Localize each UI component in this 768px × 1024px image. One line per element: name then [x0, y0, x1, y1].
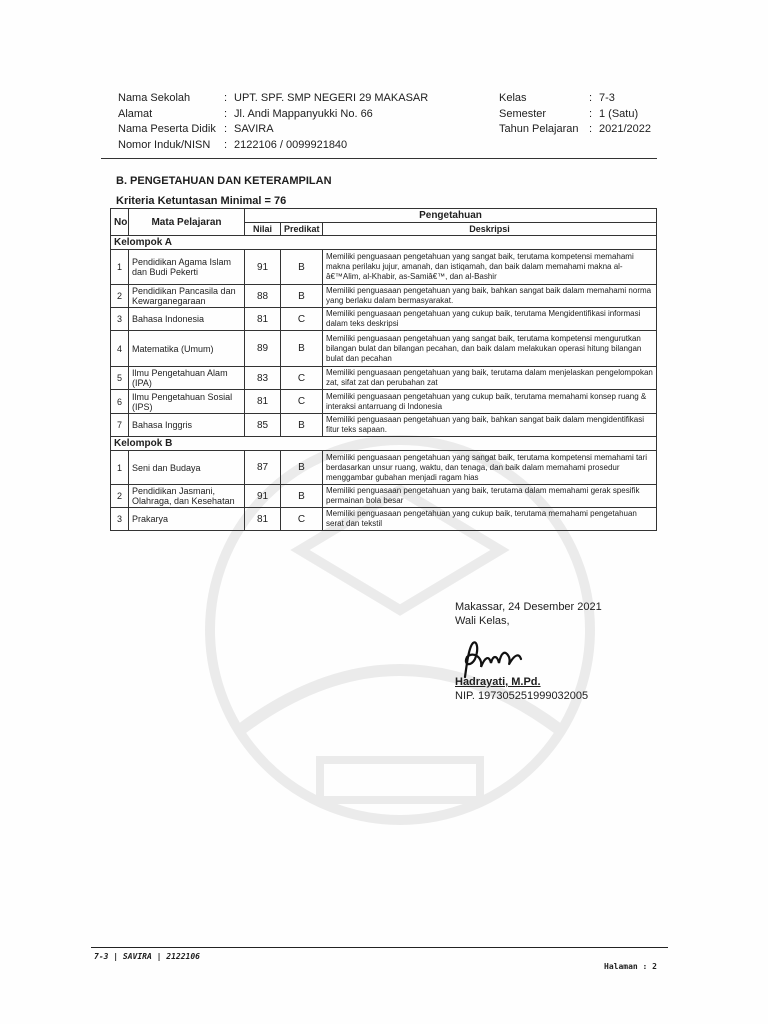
group-name: Kelompok B	[111, 437, 657, 451]
subject-name: Pendidikan Jasmani, Olahraga, dan Kesehatan	[129, 485, 245, 508]
predicate-value: C	[281, 390, 323, 414]
header-divider	[101, 158, 657, 159]
student-name-value: SAVIRA	[234, 123, 274, 135]
predicate-value: B	[281, 485, 323, 508]
subject-name: Ilmu Pengetahuan Sosial (IPS)	[129, 390, 245, 414]
score-value: 85	[245, 414, 281, 437]
subject-row	[111, 508, 657, 531]
description-text: Memiliki penguasaan pengetahuan yang sangat baik, terutama kompetensi memahami makna perilaku jujur, amanah, dan istiqamah, dan baik dalam memahami makna al-â€™Alim, al-Khabir, as-Samiâ€™, dan al-Bashir	[323, 250, 657, 285]
school-name-label: Nama Sekolah	[118, 92, 191, 104]
subject-name: Matematika (Umum)	[129, 331, 245, 367]
row-number: 2	[111, 485, 129, 508]
group-row	[111, 236, 657, 250]
description-text: Memiliki penguasaan pengetahuan yang baik, terutama dalam menjelaskan pengelompokan zat, sifat zat dan perubahan zat	[323, 367, 657, 390]
subject-name: Bahasa Inggris	[129, 414, 245, 437]
signature-role: Wali Kelas,	[455, 615, 510, 627]
report-page: Nama Sekolah : UPT. SPF. SMP NEGERI 29 MAKASAR Alamat : Jl. Andi Mappanyukki No. 66 Nama Peserta Didik : SAVIRA Nomor Induk/NISN : 2122106 / 0099921840 Kelas : 7-3 Semester : 1 (Satu) Tahun Pelajaran : 2021/2022 B. PENGETAHUAN DAN KETERAMPILAN Kriteria Ketuntasan Minimal = 76 No Mata Pelajaran Pengetahuan Nilai Predikat Deskripsi Kelompok A 1 Pendidikan Agama Islam dan Budi Pekerti 91 B Memiliki penguasaan pengetahuan yang sangat baik, terutama kompetensi memahami makna perilaku jujur, amanah, dan istiqamah, dan baik dalam memahami makna al-â€™Alim, al-Khabir, as-Samiâ€™, dan al-Bashir 2 Pendidikan Pancasila dan Kewarganegaraan 88 B Memiliki penguasaan pengetahuan yang baik, bahkan sangat baik dalam memahami norma yang berlaku dalam bermasyarakat. 3 Bahasa Indonesia 81 C Memiliki penguasaan pengetahuan yang cukup baik, terutama Mengidentifikasi informasi dalam teks deskripsi 4 Matematika (Umum) 89 B Memiliki penguasaan pengetahuan yang sangat baik, terutama kompetensi mengurutkan bilangan bulat dan bilangan pecahan, dan baik dalam melakukan operasi hitung bilangan bulat dan pecahan 5 Ilmu Pengetahuan Alam (IPA) 83 C Memiliki penguasaan pengetahuan yang baik, terutama dalam menjelaskan pengelompokan zat, sifat zat dan perubahan zat 6 Ilmu Pengetahuan Sosial (IPS) 81 C Memiliki penguasaan pengetahuan yang cukup baik, terutama memahami konsep ruang & interaksi antarruang di Indonesia 7 Bahasa Inggris 85 B Memiliki penguasaan pengetahuan yang baik, bahkan sangat baik dalam mengidentifikasi fitur teks sapaan. Kelompok B 1 Seni dan Budaya 87 B Memiliki penguasaan pengetahuan yang sangat baik, terutama kompetensi memahami tari berdasarkan unsur ruang, waktu, dan tenaga, dan baik dalam memahami prosedur menggambar gubahan menjadi ragam hias 2 Pendidikan Jasmani, Olahraga, dan Kesehatan 91 B Memiliki penguasaan pengetahuan yang baik, terutama dalam memahami gerak spesifik permainan bola besar 3 Prakarya 81 C Memiliki penguasaan pengetahuan yang cukup baik, terutama memahami pengetahuan serat dan tekstil Makassar, 24 Desember 2021 Wali Kelas, Hadrayati, M.Pd. NIP. 197305251999032005 7-3 | SAVIRA | 2122106 Halaman : 2	[0, 0, 768, 1024]
school-year-value: 2021/2022	[599, 123, 651, 135]
footer-page-number: Halaman : 2	[604, 962, 657, 971]
score-value: 91	[245, 250, 281, 285]
minimum-criteria	[116, 195, 286, 207]
class-value: 7-3	[599, 92, 615, 104]
signature-nip: NIP. 197305251999032005	[455, 690, 589, 702]
school-name-value: UPT. SPF. SMP NEGERI 29 MAKASAR	[234, 92, 429, 104]
score-value: 83	[245, 367, 281, 390]
subject-row	[111, 331, 657, 367]
subject-row	[111, 285, 657, 308]
grades-table	[110, 208, 657, 531]
subject-name: Bahasa Indonesia	[129, 308, 245, 331]
subject-name: Pendidikan Pancasila dan Kewarganegaraan	[129, 285, 245, 308]
col-knowledge: Pengetahuan	[245, 209, 657, 223]
address-label: Alamat	[118, 108, 153, 120]
group-row	[111, 437, 657, 451]
student-name-label: Nama Peserta Didik	[118, 123, 216, 135]
semester-value: 1 (Satu)	[599, 108, 639, 120]
kkm-label: Kriteria Ketuntasan Minimal =	[116, 195, 271, 207]
predicate-value: B	[281, 414, 323, 437]
kkm-value: 76	[274, 195, 287, 207]
section-title: B. PENGETAHUAN DAN KETERAMPILAN	[116, 175, 332, 187]
address-value: Jl. Andi Mappanyukki No. 66	[234, 108, 373, 120]
score-value: 89	[245, 331, 281, 367]
subject-row	[111, 390, 657, 414]
subject-row	[111, 250, 657, 285]
subject-row	[111, 485, 657, 508]
score-value: 91	[245, 485, 281, 508]
signature-name: Hadrayati, M.Pd.	[455, 676, 541, 688]
score-value: 88	[245, 285, 281, 308]
predicate-value: C	[281, 367, 323, 390]
row-number: 1	[111, 451, 129, 485]
description-text: Memiliki penguasaan pengetahuan yang sangat baik, terutama kompetensi memahami tari berdasarkan unsur ruang, waktu, dan tenaga, dan baik dalam memahami prosedur menggambar gubahan menjadi ragam hias	[323, 451, 657, 485]
class-label: Kelas	[499, 92, 527, 104]
row-number: 3	[111, 308, 129, 331]
school-year-label: Tahun Pelajaran	[499, 123, 579, 135]
predicate-value: C	[281, 308, 323, 331]
predicate-value: C	[281, 508, 323, 531]
description-text: Memiliki penguasaan pengetahuan yang cukup baik, terutama memahami konsep ruang & interaksi antarruang di Indonesia	[323, 390, 657, 414]
predicate-value: B	[281, 285, 323, 308]
grades-body	[111, 236, 657, 531]
predicate-value: B	[281, 451, 323, 485]
col-score: Nilai	[245, 223, 281, 236]
predicate-value: B	[281, 250, 323, 285]
col-no: No	[111, 209, 129, 236]
subject-name: Prakarya	[129, 508, 245, 531]
row-number: 6	[111, 390, 129, 414]
footer-divider	[91, 947, 668, 948]
footer-student-info: 7-3 | SAVIRA | 2122106	[94, 952, 200, 961]
description-text: Memiliki penguasaan pengetahuan yang baik, bahkan sangat baik dalam mengidentifikasi fitur teks sapaan.	[323, 414, 657, 437]
description-text: Memiliki penguasaan pengetahuan yang cukup baik, terutama Mengidentifikasi informasi dalam teks deskripsi	[323, 308, 657, 331]
col-predicate: Predikat	[281, 223, 323, 236]
signature-place-date: Makassar, 24 Desember 2021	[455, 601, 602, 613]
row-number: 7	[111, 414, 129, 437]
row-number: 3	[111, 508, 129, 531]
subject-row	[111, 308, 657, 331]
description-text: Memiliki penguasaan pengetahuan yang baik, bahkan sangat baik dalam memahami norma yang berlaku dalam bermasyarakat.	[323, 285, 657, 308]
row-number: 5	[111, 367, 129, 390]
subject-name: Ilmu Pengetahuan Alam (IPA)	[129, 367, 245, 390]
row-number: 2	[111, 285, 129, 308]
description-text: Memiliki penguasaan pengetahuan yang baik, terutama dalam memahami gerak spesifik permainan bola besar	[323, 485, 657, 508]
score-value: 87	[245, 451, 281, 485]
score-value: 81	[245, 390, 281, 414]
row-number: 4	[111, 331, 129, 367]
subject-row	[111, 451, 657, 485]
description-text: Memiliki penguasaan pengetahuan yang cukup baik, terutama memahami pengetahuan serat dan tekstil	[323, 508, 657, 531]
col-description: Deskripsi	[323, 223, 657, 236]
group-name: Kelompok A	[111, 236, 657, 250]
description-text: Memiliki penguasaan pengetahuan yang sangat baik, terutama kompetensi mengurutkan bilangan bulat dan bilangan pecahan, dan baik dalam melakukan operasi hitung bilangan bulat dan pecahan	[323, 331, 657, 367]
col-subject: Mata Pelajaran	[129, 209, 245, 236]
subject-row	[111, 414, 657, 437]
subject-name: Seni dan Budaya	[129, 451, 245, 485]
student-id-label: Nomor Induk/NISN	[118, 139, 211, 151]
subject-name: Pendidikan Agama Islam dan Budi Pekerti	[129, 250, 245, 285]
score-value: 81	[245, 508, 281, 531]
semester-label: Semester	[499, 108, 547, 120]
row-number: 1	[111, 250, 129, 285]
predicate-value: B	[281, 331, 323, 367]
subject-row	[111, 367, 657, 390]
student-id-value: 2122106 / 0099921840	[234, 139, 348, 151]
score-value: 81	[245, 308, 281, 331]
